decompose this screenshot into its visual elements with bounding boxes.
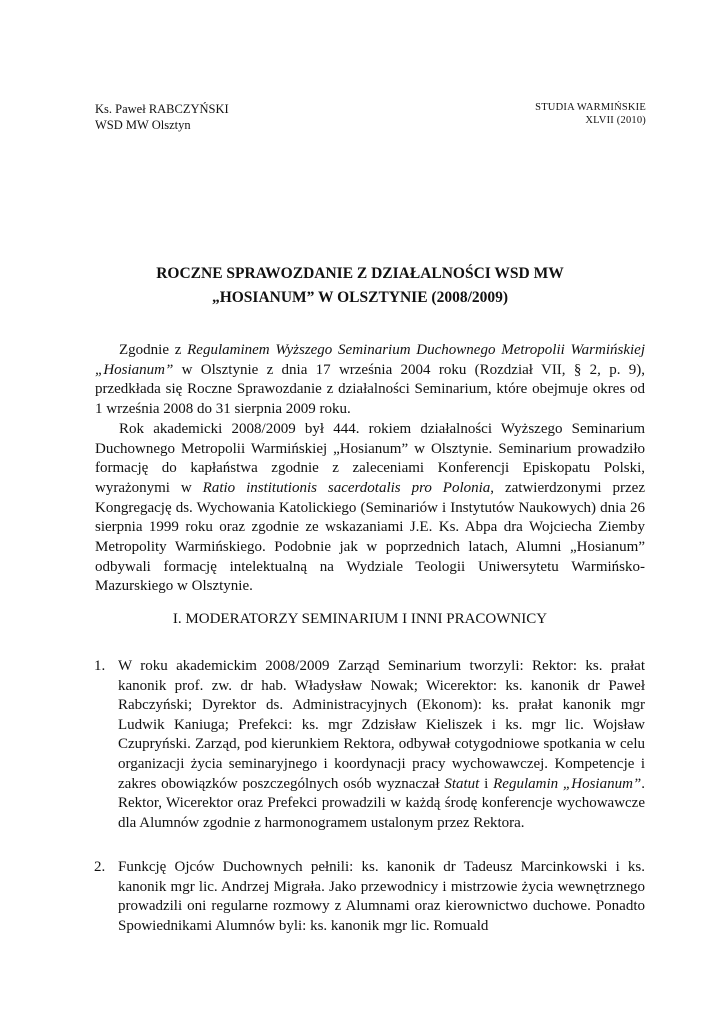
intro-paragraph-1 xyxy=(95,341,645,420)
article-title-line-2: „HOSIANUM” W OLSZTYNIE (2008/2009) xyxy=(211,289,509,306)
item1-text-a: W roku akademickim 2008/2009 Zarząd Seminarium tworzyli: Rektor: ks. prałat kanonik prof. zw. dr hab. Władysław Nowak; Wicerektor: ks. kanonik dr Paweł Rabczyński; Dyrektor ds. Administracyjnych (Ekonom): ks. prałat kanonik mgr Ludwik Kaniuga; Prefekci: ks. mgr Zdzisław Kieliszek i ks. mgr lic. Wojsław Czupryński. Zarząd, pod kierunkiem Rektora, odbywał cotygodniowe spotkania w celu organizacji życia seminaryjnego i koordynacji pracy wychowawczej. Kompetencje i zakres obowiązków poszczególnych osób wyznaczał xyxy=(118,658,645,792)
journal-volume: XLVII (2010) xyxy=(585,115,646,126)
intro-p1-text-a: Zgodnie z xyxy=(119,342,188,358)
list-item xyxy=(95,657,645,833)
item1-text-c: i xyxy=(479,775,494,792)
author-affiliation: WSD MW Olsztyn xyxy=(95,118,191,132)
intro-p2-text-c: , zatwierdzonymi przez Kongregację ds. Wychowania Katolickiego (Seminariów i Instytutów Naukowych) dnia 26 sierpnia 1999 roku oraz zgodnie ze wskazaniami J.E. Ks. Abpa dra Wojciecha Ziemby Metropolity Warmińskiego. Podobnie jak w poprzednich latach, Alumni „Hosianum” odbywali formację intelektualną na Wydziale Teologii Uniwersytetu Warmińsko-Mazurskiego w Olsztynie. xyxy=(95,479,645,595)
list-item-number: 2. xyxy=(94,859,106,875)
section-heading: I. MODERATORZY SEMINARIUM I INNI PRACOWNICY xyxy=(172,611,548,627)
list-item xyxy=(95,858,645,936)
list-item-text: Funkcję Ojców Duchownych pełnili: ks. kanonik dr Tadeusz Marcinkowski i ks. kanonik mgr lic. Andrzej Migrała. Jako przewodnicy i mistrzowie życia wewnętrznego prowadzili oni regularne rozmowy z Alumnami oraz kierownictwo duchowe. Ponadto Spowiednikami Alumnów byli: ks. kanonik mgr lic. Romuald xyxy=(118,859,645,934)
journal-block xyxy=(535,101,646,127)
article-title xyxy=(60,262,660,310)
intro-section xyxy=(95,341,645,597)
item1-italic-statut: Statut xyxy=(444,775,480,792)
article-title-line-1: ROCZNE SPRAWOZDANIE Z DZIAŁALNOŚCI WSD MW xyxy=(156,265,564,282)
intro-p2-italic-ratio: Ratio institutionis sacerdotalis pro Polonia xyxy=(202,479,491,496)
author-name: Ks. Paweł RABCZYŃSKI xyxy=(95,102,229,116)
journal-name: STUDIA WARMIŃSKIE xyxy=(535,102,646,113)
item1-italic-regulamin: Regulamin „Hosianum” xyxy=(493,775,642,792)
intro-p1-text-c: w Olsztynie z dnia 17 września 2004 roku (Rozdział VII, § 2, p. 9), przedkłada się Roczne Sprawozdanie z działalności Seminarium, które obejmuje okres od 1 września 2008 do 31 sierpnia 2009 roku. xyxy=(95,361,645,418)
list-item-text xyxy=(118,657,645,833)
intro-paragraph-2 xyxy=(95,420,645,597)
item1-text-e: . Rektor, Wicerektor oraz Prefekci prowadzili w każdą środę konferencje wychowawcze dla Alumnów zgodnie z harmonogramem ustalonym przez Rektora. xyxy=(118,775,646,831)
intro-p1-italic-regulamin: Regulaminem Wyższego Seminarium Duchownego Metropolii Warmińskiej „Hosianum” xyxy=(95,342,645,378)
author-block xyxy=(95,101,229,133)
intro-p2-text-a: Rok akademicki 2008/2009 był 444. rokiem działalności Wyższego Seminarium Duchownego Metropolii Warmińskiej „Hosianum” w Olsztynie. Seminarium prowadziło formację do kapłaństwa zgodnie z zaleceniami Konferencji Episkopatu Polski, wyrażonymi w xyxy=(95,420,645,496)
list-item-number: 1. xyxy=(94,658,106,674)
